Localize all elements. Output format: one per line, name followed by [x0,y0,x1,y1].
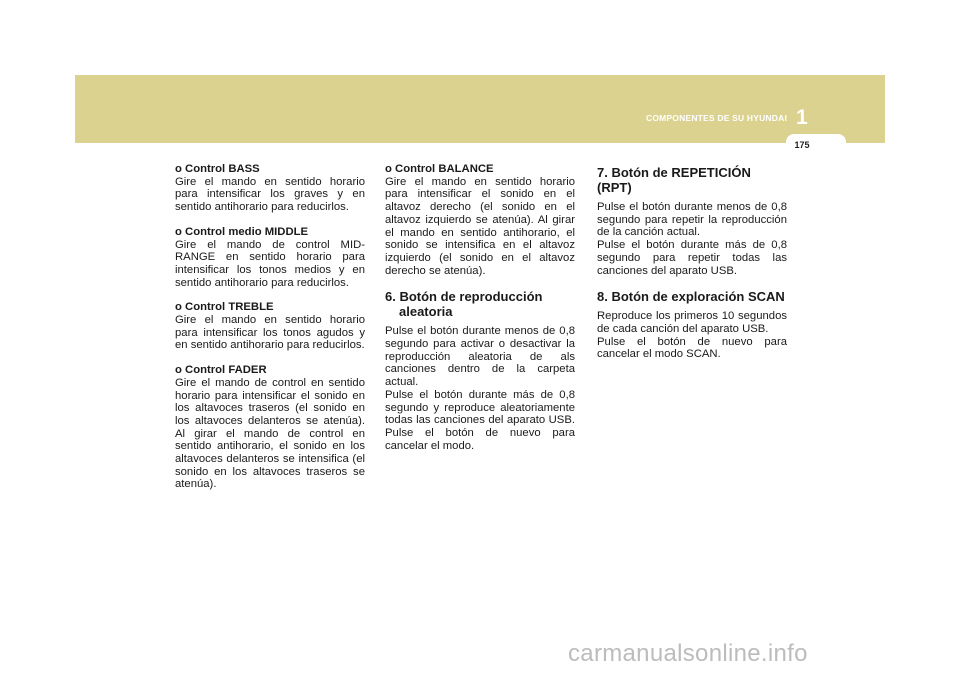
middle-block [175,226,365,290]
section-6-heading [385,289,575,319]
bass-text: Gire el mando en sentido horario para intensificar los graves y en sentido antihorario para reducirlos. [175,175,365,214]
section-8-paragraph-1: Reproduce los primeros 10 segundos de cada canción del aparato USB. [597,310,787,335]
section-8-heading: 8. Botón de exploración SCAN [597,289,785,305]
column-left [175,163,365,503]
middle-title: o Control medio MIDDLE [175,225,309,238]
section-6-paragraph-2: Pulse el botón durante más de 0,8 segundo y reproduce aleatoriamente todas las canciones del aparato USB. Pulse el botón de nuevo para cancelar el modo. [385,388,575,452]
section-6-title-line2: aleatoria [399,304,453,320]
bass-block [175,163,365,214]
section-6-paragraph-1: Pulse el botón durante menos de 0,8 segundo para activar o desactivar la reproducción aleatoria de als canciones dentro de la carpeta actual. [385,325,575,389]
column-right [597,163,787,361]
section-7-paragraph-2: Pulse el botón durante más de 0,8 segundo para repetir todas las canciones del aparato USB. [597,239,787,277]
balance-block [385,163,575,277]
balance-title: o Control BALANCE [385,163,494,175]
watermark: carmanualsonline.info [568,640,808,667]
treble-block [175,301,365,352]
section-8-paragraph-2: Pulse el botón de nuevo para cancelar el modo SCAN. [597,335,787,361]
column-middle [385,163,575,452]
page-number: 175 [794,140,810,150]
treble-text: Gire el mando en sentido horario para intensificar los tonos agudos y en sentido antihorario para reducirlos. [175,314,365,352]
section-6-title-line1: 6. Botón de reproducción [385,289,543,305]
fader-block [175,364,365,491]
chapter-number: 1 [796,106,808,129]
balance-text: Gire el mando en sentido horario para intensificar el sonido en el altavoz derecho (el sonido en el altavoz izquierdo se atenúa). Al girar el mando en sentido antihorario, el sonido se intensifica en el altavoz izquierdo (el sonido en el altavoz derecho se atenúa). [385,175,575,277]
middle-text: Gire el mando de control MID-RANGE en sentido horario para intensificar los tonos medios y en sentido antihorario para reducirlos. [175,238,365,289]
fader-text: Gire el mando de control en sentido horario para intensificar el sonido en los altavoces traseros (el sonido en los altavoces delanteros se atenúa). Al girar el mando de control en sentido antihorario, el sonido en los altavoces delanteros se intensifica (el sonido en los altavoces traseros se atenúa). [175,376,365,491]
section-7-heading: 7. Botón de REPETICIÓN (RPT) [597,165,751,195]
bass-title: o Control BASS [175,163,260,175]
section-7-paragraph-1: Pulse el botón durante menos de 0,8 segundo para repetir la reproducción de la canción actual. [597,201,787,239]
header-band [75,75,885,143]
fader-title: o Control FADER [175,364,267,377]
section-title: COMPONENTES DE SU HYUNDAI [646,113,788,123]
treble-title: o Control TREBLE [175,301,274,314]
